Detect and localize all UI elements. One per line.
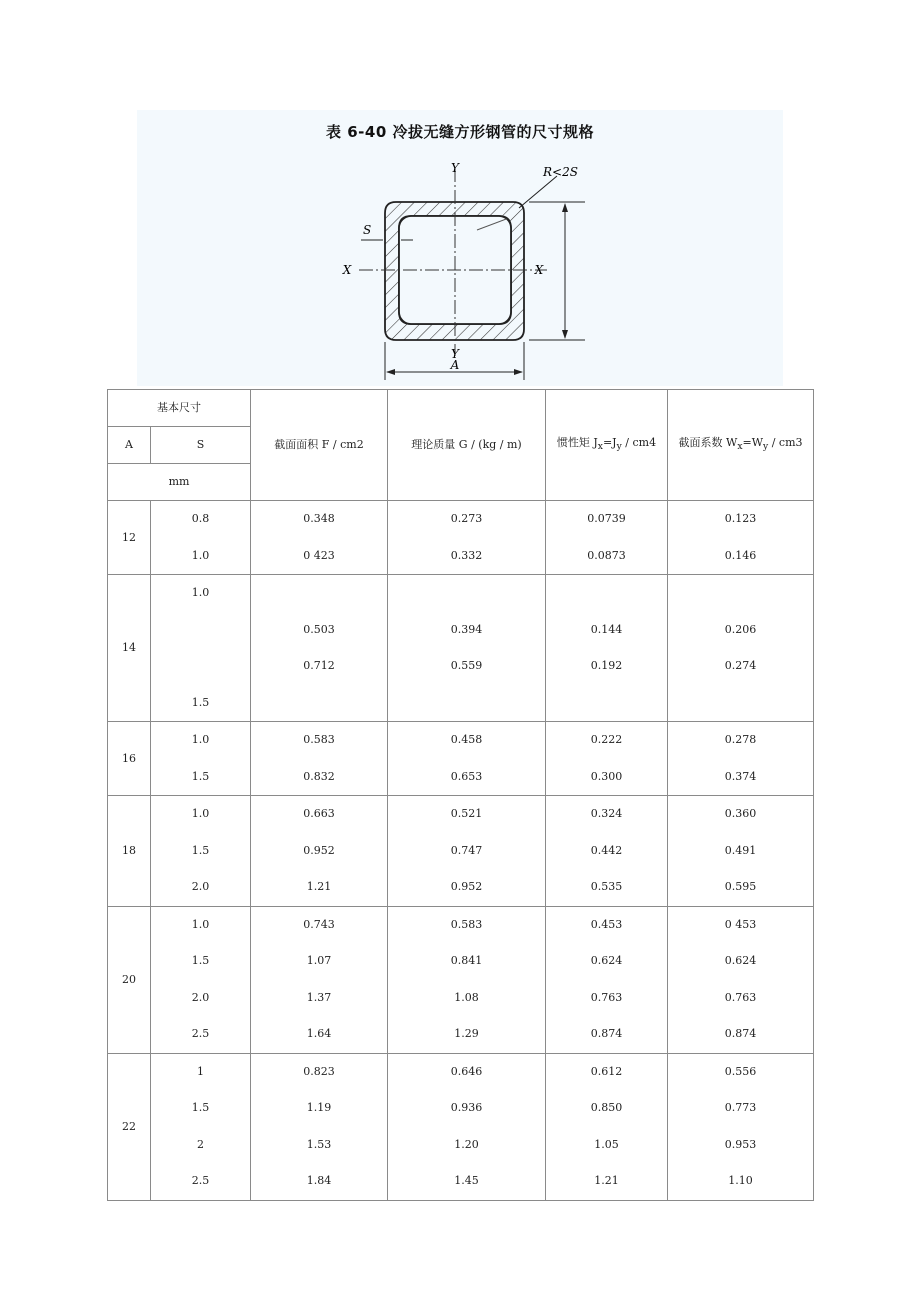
area-value: 0 423: [303, 548, 335, 562]
area-cell: [251, 575, 388, 722]
mass-value: 0.653: [450, 769, 483, 783]
size-s-value: 2.5: [191, 1027, 210, 1040]
size-s-value: 1.5: [191, 954, 210, 967]
modulus-cell: [668, 722, 814, 796]
size-a-cell: 14: [108, 575, 151, 722]
table-row: [108, 501, 814, 575]
area-cell: [251, 906, 388, 1053]
inertia-value: [546, 575, 667, 612]
mass-value: 0.273: [450, 512, 483, 525]
header-a: A: [108, 427, 151, 464]
area-value: 0.583: [303, 733, 335, 746]
modulus-cell: [668, 575, 814, 722]
inertia-value: 0.612: [590, 1064, 623, 1078]
x-label-right: X: [534, 263, 544, 277]
mass-cell: [388, 722, 546, 796]
modulus-value: 1.10: [728, 1174, 753, 1187]
area-value: [251, 575, 387, 612]
area-value: 0.823: [303, 1064, 335, 1078]
size-s-cell: [151, 906, 251, 1053]
table-title: 表 6-40 冷拔无缝方形钢管的尺寸规格: [326, 123, 594, 141]
inertia-value: 0.192: [590, 659, 623, 672]
area-cell: [251, 796, 388, 907]
size-s-value: 1.5: [191, 843, 210, 857]
size-s-value: 2.0: [191, 880, 210, 893]
size-s-value: 1: [197, 1064, 204, 1078]
area-value: 1.19: [306, 1101, 332, 1114]
area-value: 1.64: [306, 1027, 332, 1040]
modulus-value: 0.123: [724, 512, 757, 525]
size-s-value: 1.5: [191, 1101, 210, 1114]
size-s-cell: [151, 796, 251, 907]
size-a-cell: 12: [108, 501, 151, 575]
modulus-value: 0.206: [724, 622, 757, 636]
header-area: 截面面积 F / cm2: [251, 390, 388, 501]
area-cell: [251, 501, 388, 575]
inertia-value: 0.624: [590, 954, 623, 967]
header-inertia: 惯性矩 $J_x=J_y / cm4$: [546, 390, 668, 501]
area-value: 1.07: [306, 954, 332, 967]
mass-value: 0.394: [450, 622, 483, 636]
modulus-value: 0.595: [724, 880, 757, 893]
inertia-value: 0.324: [590, 807, 623, 820]
inertia-value: 0.222: [590, 733, 623, 746]
size-s-cell: [151, 575, 251, 722]
modulus-value: 0.953: [724, 1137, 757, 1151]
mass-value: 0.332: [450, 548, 483, 562]
radius-leader: [519, 176, 557, 208]
mass-cell: [388, 501, 546, 575]
size-s-value: 0.8: [191, 512, 210, 525]
size-a-cell: 18: [108, 796, 151, 907]
modulus-cell: [668, 906, 814, 1053]
inertia-value: 0.874: [590, 1027, 623, 1040]
inertia-cell: [546, 906, 668, 1053]
modulus-value: 0.624: [724, 954, 757, 967]
size-s-value: 1.0: [191, 586, 210, 599]
header-modulus: 截面系数 $W_x=W_y / cm3$: [668, 390, 814, 501]
size-s-value: 1.0: [191, 548, 210, 562]
size-s-value: 1.0: [191, 733, 210, 746]
table-row: [108, 575, 814, 722]
size-s-value: [151, 612, 250, 649]
area-value: 1.84: [306, 1174, 332, 1187]
inertia-cell: [546, 1053, 668, 1200]
modulus-value: 0.763: [724, 990, 757, 1004]
size-s-value: [151, 648, 250, 685]
table-row: [108, 1053, 814, 1200]
area-value: 1.21: [306, 880, 332, 893]
table-row: [108, 722, 814, 796]
inertia-value: [546, 685, 667, 722]
mass-value: 0.747: [450, 843, 483, 857]
size-s-cell: [151, 1053, 251, 1200]
modulus-value: 0.773: [724, 1101, 757, 1114]
header-s: S: [151, 427, 251, 464]
modulus-value: 0 453: [724, 917, 757, 931]
size-s-cell: [151, 501, 251, 575]
inertia-value: 0.300: [590, 769, 623, 783]
modulus-cell: [668, 1053, 814, 1200]
radius-label: R<2S: [543, 165, 578, 179]
size-s-value: 2.0: [191, 990, 210, 1004]
inertia-cell: [546, 796, 668, 907]
inertia-value: 0.453: [590, 917, 623, 931]
mass-value: [388, 685, 545, 722]
modulus-value: [668, 575, 813, 612]
modulus-value: 0.146: [724, 548, 757, 562]
mass-value: 0.646: [450, 1064, 483, 1078]
a-label: A: [450, 358, 460, 372]
mass-value: 0.559: [450, 659, 483, 672]
mass-value: 1.29: [454, 1027, 479, 1040]
modulus-value: 0.360: [724, 807, 757, 820]
header-unit: mm: [108, 464, 251, 501]
square-tube-cross-section-diagram: [137, 110, 783, 386]
inertia-cell: [546, 722, 668, 796]
header-basic-size: 基本尺寸: [108, 390, 251, 427]
area-value: 0.503: [303, 622, 335, 636]
spec-table-body: [108, 501, 814, 1201]
mass-value: 0.458: [450, 733, 483, 746]
area-value: 1.53: [306, 1137, 332, 1151]
y-label-bottom: Y: [451, 347, 459, 361]
inertia-value: 0.144: [590, 622, 623, 636]
inertia-cell: [546, 501, 668, 575]
inertia-value: 1.05: [594, 1137, 619, 1151]
size-s-value: 2: [197, 1137, 204, 1151]
size-a-cell: 22: [108, 1053, 151, 1200]
mass-value: 0.936: [450, 1101, 483, 1114]
size-s-value: 1.5: [191, 695, 210, 709]
area-value: 0.832: [303, 769, 335, 783]
inertia-value: 0.763: [590, 990, 623, 1004]
inertia-value: 0.0873: [587, 548, 626, 562]
modulus-value: 0.374: [724, 769, 757, 783]
mass-value: 0.841: [450, 954, 483, 967]
area-value: 0.712: [303, 659, 335, 672]
inertia-value: 0.535: [590, 880, 623, 893]
mass-value: 1.20: [454, 1137, 479, 1151]
area-value: 0.743: [303, 917, 335, 931]
modulus-value: 0.278: [724, 733, 757, 746]
spec-table: [107, 389, 814, 1201]
header-mass: 理论质量 G / (kg / m): [388, 390, 546, 501]
area-value: 0.952: [303, 843, 335, 857]
size-s-value: 1.0: [191, 807, 210, 820]
inertia-value: 0.442: [590, 843, 623, 857]
figure-panel: [137, 110, 783, 386]
modulus-value: 0.491: [724, 843, 757, 857]
table-row: [108, 796, 814, 907]
inertia-cell: [546, 575, 668, 722]
mass-value: 0.583: [450, 917, 483, 931]
area-value: 0.663: [303, 807, 335, 820]
y-label-top: Y: [451, 161, 459, 175]
x-label-left: X: [342, 263, 352, 277]
area-cell: [251, 1053, 388, 1200]
modulus-value: [668, 685, 813, 722]
modulus-cell: [668, 796, 814, 907]
mass-cell: [388, 796, 546, 907]
inertia-value: 0.0739: [587, 512, 626, 525]
modulus-value: 0.274: [724, 659, 757, 672]
size-a-cell: 20: [108, 906, 151, 1053]
area-cell: [251, 722, 388, 796]
mass-cell: [388, 575, 546, 722]
area-value: [251, 685, 387, 722]
mass-value: 1.08: [454, 990, 479, 1004]
modulus-value: 0.556: [724, 1064, 757, 1078]
area-value: 0.348: [303, 512, 335, 525]
inertia-value: 1.21: [594, 1174, 619, 1187]
mass-value: 0.952: [450, 880, 483, 893]
inertia-value: 0.850: [590, 1101, 623, 1114]
modulus-cell: [668, 501, 814, 575]
size-s-value: 1.5: [191, 769, 210, 783]
size-s-value: 2.5: [191, 1174, 210, 1187]
size-a-cell: 16: [108, 722, 151, 796]
mass-value: 0.521: [450, 807, 483, 820]
mass-value: 1.45: [454, 1174, 479, 1187]
mass-value: [388, 575, 545, 612]
size-s-cell: [151, 722, 251, 796]
mass-cell: [388, 1053, 546, 1200]
area-value: 1.37: [306, 990, 332, 1004]
size-s-value: 1.0: [191, 917, 210, 931]
table-row: [108, 906, 814, 1053]
s-label: S: [363, 223, 372, 237]
mass-cell: [388, 906, 546, 1053]
modulus-value: 0.874: [724, 1027, 757, 1040]
